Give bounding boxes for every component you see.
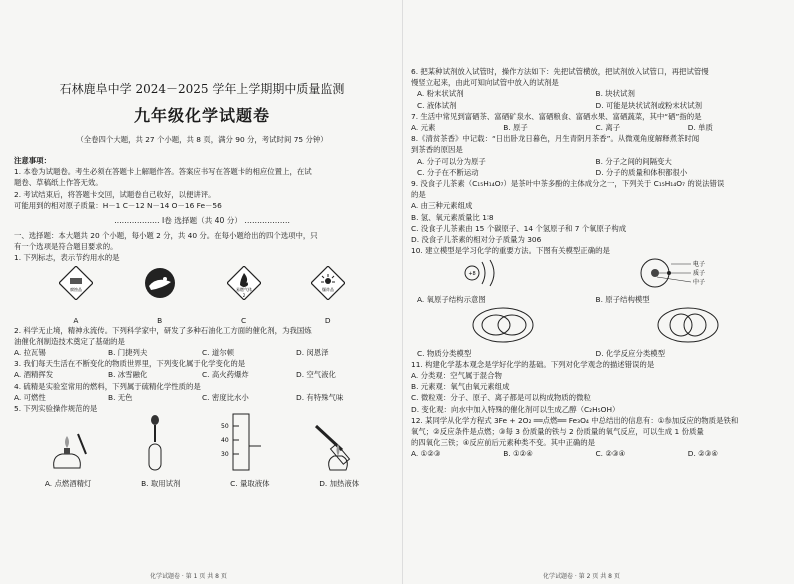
option: D. 加热液体 <box>319 479 360 489</box>
option: A. 酒精挥发 <box>14 370 54 380</box>
option: A. ①②③ <box>411 449 441 459</box>
section-header-text: Ⅰ卷 选择题（共 40 分） <box>162 216 242 226</box>
q1-icons <box>14 264 390 316</box>
question-9: 9. 没食子儿茶素（C₁₅H₁₄O₇）是茶叶中茶多酚的主体成分之一，下列关于 C₁₅H₁₄O₇ 的说法错误 <box>411 179 725 189</box>
section-header: ……………… Ⅰ卷 选择题（共 40 分） ……………… <box>114 216 290 226</box>
q6-options-row1 <box>411 88 780 99</box>
option: C. 分子在不断运动 <box>417 167 479 177</box>
question-12-cont: 氧气；②反应条件是点燃；③每 3 份质量的铁与 2 份质量的氧气反应，可以生成 1 份质量 <box>411 427 704 437</box>
option: A. 可燃性 <box>14 392 46 402</box>
scale-label: 40 <box>220 437 229 445</box>
question-6-cont: 慢竖立起来，由此可知向试管中放入的试剂是 <box>411 78 559 88</box>
option: B. 氢、氧元素质量比 1∶8 <box>411 212 494 222</box>
q6-options-row2 <box>411 100 780 111</box>
option: C. 物质分类模型 <box>417 348 472 358</box>
test-tube-dropper-icon <box>135 414 175 478</box>
question-5: 5. 下列实验操作规范的是 <box>14 404 98 414</box>
notice-line: 题卷、草稿纸上作答无效。 <box>14 178 103 188</box>
oxygen-atom-diagram-icon <box>456 256 536 294</box>
question-8: 8.《清贫茶香》中记载：“日出卧龙日暮色，月生青阴月茶香”。从微观角度解释煮茶时闻 <box>411 134 700 144</box>
right-page <box>402 0 794 584</box>
atomic-mass-line: 可能用到的相对原子质量：H－1 C－12 N－14 O－16 Fe－56 <box>14 200 222 210</box>
question-2: 2. 科学无止境，精神永流传。下列科学家中，研发了多种石油化工方面的催化剂，为我国炼 <box>14 325 312 335</box>
exam-info: （全卷四个大题，共 27 个小题，共 8 页，满分 90 分，考试时间 75 分钟） <box>76 135 328 144</box>
option-letter: B <box>157 315 163 325</box>
q5-options <box>14 478 390 489</box>
q2-options <box>14 347 390 358</box>
option: A. 粉末状试剂 <box>417 89 464 99</box>
question-8-cont: 到茶香的原因是 <box>411 145 463 155</box>
option: D. 可能是块状试剂或粉末状试剂 <box>595 100 702 110</box>
q10-captions-row1 <box>411 294 780 305</box>
flammable-gas-sign-icon <box>227 266 261 300</box>
notice-title: 注意事项： <box>14 156 51 165</box>
page-footer: 化学试题卷 · 第 1 页 共 8 页 <box>150 573 227 580</box>
q4-options <box>14 392 390 403</box>
question-1: 1. 下列标志，表示节约用水的是 <box>14 253 120 263</box>
question-11: 11. 构建化学基本观念是学好化学的基础。下列对化学观念的描述错误的是 <box>411 359 655 369</box>
option: B. ①②④ <box>503 449 533 459</box>
option: C. 密度比水小 <box>202 392 249 402</box>
atom-structure-model-icon <box>625 256 735 294</box>
q12-options <box>411 448 780 459</box>
option: D. ②③④ <box>687 449 719 459</box>
option: D. 空气液化 <box>296 370 336 380</box>
notice-line: 2. 考试结束后，将答题卡交回，试题卷自己收好，以便讲评。 <box>14 189 216 199</box>
q8-options-row1 <box>411 156 780 167</box>
option-letter: D <box>324 315 331 325</box>
question-10: 10. 建立模型是学习化学的重要方法。下图有关模型正确的是 <box>411 246 610 256</box>
q8-options-row2 <box>411 167 780 178</box>
option: B. 无色 <box>108 392 133 402</box>
part1-instructions: 有一个选项是符合题目要求的。 <box>14 242 118 252</box>
label-proton: 质子 <box>693 270 706 278</box>
page-footer: 化学试题卷 · 第 2 页 共 8 页 <box>543 573 620 580</box>
q10-captions-row2 <box>411 348 780 359</box>
q10-models-row2 <box>411 306 780 348</box>
option: A. 氧原子结构示意图 <box>417 295 486 305</box>
option: D. 变化观：向水中加入特殊的催化剂可以生成乙醇（C₂H₅OH） <box>411 404 620 414</box>
option: B. 冰雪融化 <box>108 370 148 380</box>
option: B. 门捷列夫 <box>108 348 148 358</box>
question-2-cont: 油催化剂制造技术奠定了基础的是 <box>14 336 125 346</box>
option: A. 元素 <box>411 123 436 133</box>
corrosive-label: 腐蚀品 <box>70 286 82 292</box>
svg-text:2: 2 <box>242 292 246 298</box>
scale-label: 30 <box>220 451 229 459</box>
option: D. 闵恩泽 <box>296 348 329 358</box>
question-4: 4. 硫精是实验室常用的燃料，下列属于硫精化学性质的是 <box>14 381 201 391</box>
option: D. 单质 <box>687 123 713 133</box>
q5-lab-images <box>14 414 390 478</box>
option: D. 没食子儿茶素的相对分子质量为 306 <box>411 235 542 245</box>
question-7: 7. 生活中常见到富硒茶、富硒矿泉水、富硒粮食、富硒水果、富硒蔬菜，其中“硒”指的是 <box>411 111 702 121</box>
measuring-cylinder-icon <box>219 410 263 478</box>
explosive-sign-icon <box>311 266 345 300</box>
option: A. 分类观：空气属于混合物 <box>411 371 502 381</box>
option: B. 原子 <box>503 123 528 133</box>
q3-options <box>14 369 390 380</box>
label-electron: 电子 <box>693 261 706 269</box>
alcohol-lamp-icon <box>42 424 92 478</box>
option: B. 块状试剂 <box>595 89 635 99</box>
flammable-gas-label: 易燃气体 <box>236 286 252 292</box>
exam-title: 石林鹿阜中学 2024－2025 学年上学期期中质量监测 <box>59 82 345 96</box>
option: B. 元素观：氧气由氧元素组成 <box>411 382 510 392</box>
option-letter: A <box>73 315 79 325</box>
option: C. 离子 <box>595 123 621 133</box>
q10-models-row1 <box>411 256 780 294</box>
option: C. 量取液体 <box>230 479 270 489</box>
question-3: 3. 我们每天生活在不断变化的物质世界里，下列变化属于化学变化的是 <box>14 359 246 369</box>
explosive-label: 爆炸品 <box>322 286 334 292</box>
heating-liquid-icon <box>306 414 362 478</box>
option: B. 分子之间的间隔变大 <box>595 156 672 166</box>
scale-label: 50 <box>220 423 229 431</box>
option: C. 道尔顿 <box>202 348 235 358</box>
option: D. 有特殊气味 <box>296 392 344 402</box>
reaction-classification-model-icon <box>653 306 723 348</box>
substance-classification-model-icon <box>468 306 538 348</box>
option-letter: C <box>240 315 247 325</box>
option: A. 拉瓦锡 <box>14 348 46 358</box>
option: A. 由三种元素组成 <box>411 201 473 211</box>
option: D. 分子的质量和体积都很小 <box>595 167 688 177</box>
option: B. 原子结构模型 <box>595 295 650 305</box>
question-12: 12. 某同学从化学方程式 3Fe + 2O₂ ══点燃══ Fe₃O₄ 中总结出的信息有：①参加反应的物质是铁和 <box>411 415 739 425</box>
water-saving-sign-icon <box>143 266 177 300</box>
part1-instructions: 一、选择题：本大题共 20 个小题，每小题 2 分，共 40 分。在每小题给出的四个选项中，只 <box>14 231 318 241</box>
main-title: 九年级化学试题卷 <box>133 106 270 125</box>
option: C. 微粒观：分子、原子、离子都是可以构成物质的微粒 <box>411 393 591 403</box>
q1-letters <box>14 316 390 325</box>
question-6: 6. 把某种试剂放入试管时，操作方法如下：先把试管横放，把试剂放入试管口，再把试管慢 <box>411 67 709 76</box>
label-neutron: 中子 <box>693 279 706 287</box>
option: C. 液体试剂 <box>417 100 457 110</box>
corrosive-sign-icon <box>59 266 93 300</box>
option: B. 取用试剂 <box>141 479 181 489</box>
notice-line: 1. 本卷为试题卷。考生必须在答题卡上解题作答。答案应书写在答题卡的相应位置上，在试 <box>14 167 312 177</box>
option: C. 没食子儿茶素由 15 个碳原子、14 个氢原子和 7 个氧原子构成 <box>411 223 627 233</box>
option: C. ②③④ <box>595 449 626 459</box>
option: C. 高火药爆炸 <box>202 370 249 380</box>
option: A. 分子可以分为原子 <box>417 156 486 166</box>
q7-options <box>411 122 780 133</box>
option: A. 点燃酒精灯 <box>44 479 92 489</box>
option: D. 化学反应分类模型 <box>595 348 666 358</box>
question-12-cont: 的四氧化三铁；④反应前后元素种类不变。其中正确的是 <box>411 438 596 448</box>
svg-text:+8: +8 <box>468 271 476 278</box>
question-9-cont: 的是 <box>411 190 426 200</box>
